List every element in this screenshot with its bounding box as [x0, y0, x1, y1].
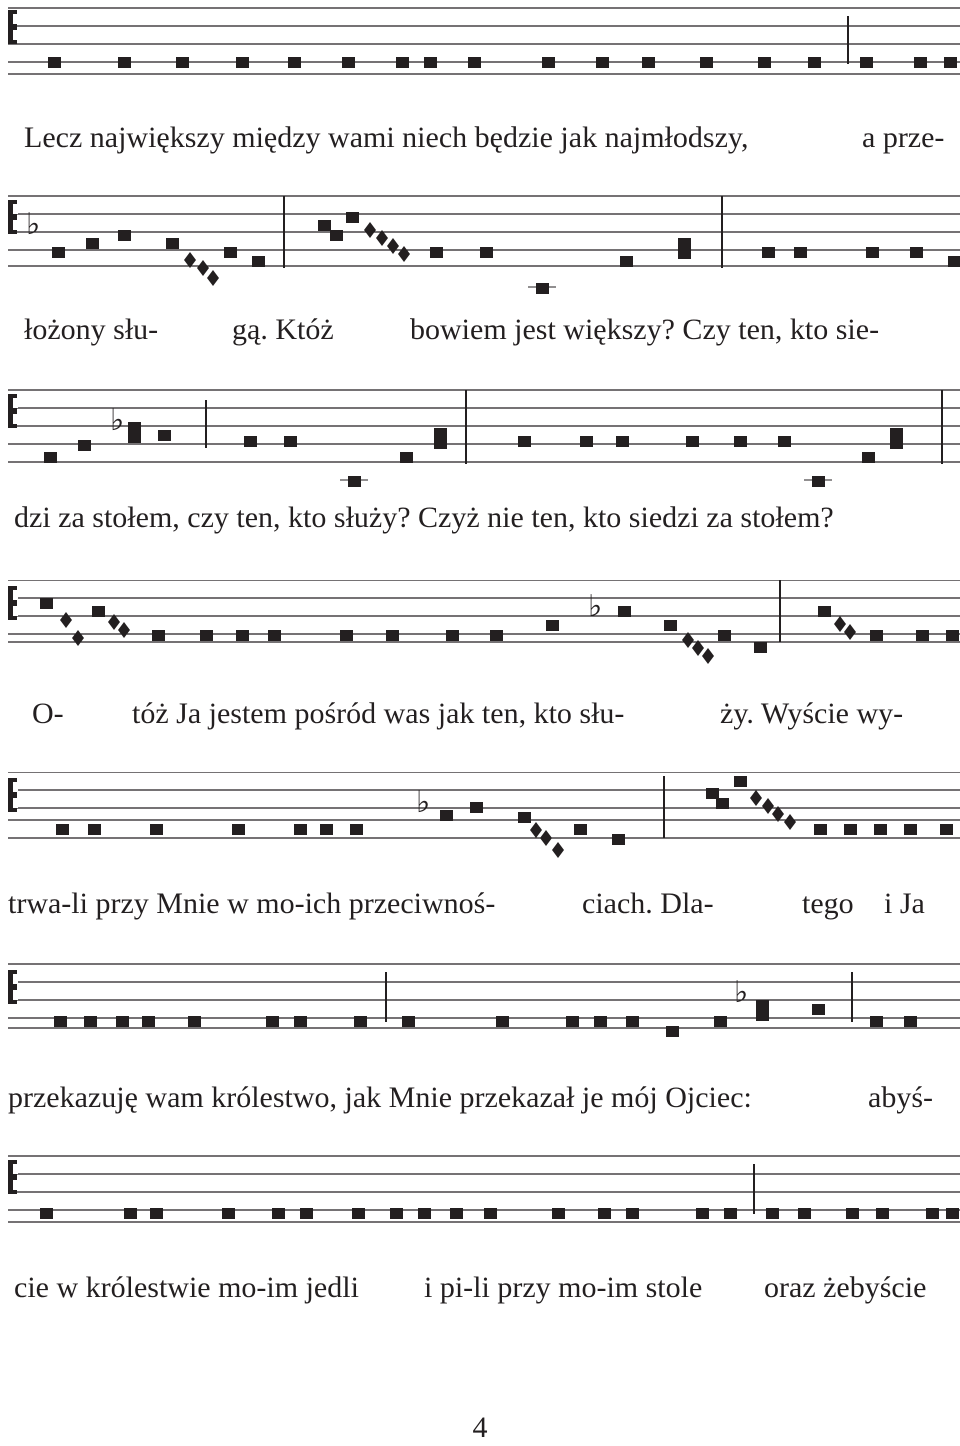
- lyric-syllable: gą. Któż: [232, 313, 334, 346]
- lyric-syllable: bowiem jest większy? Czy ten, kto sie-: [410, 313, 880, 346]
- notes: [40, 598, 959, 664]
- c-clef-icon: [8, 1160, 18, 1194]
- lyric-syllable: oraz żebyście: [764, 1271, 927, 1304]
- lyric-syllable: dzi za stołem, czy ten, kto służy? Czyż nie ten, kto siedzi za stołem?: [14, 501, 834, 534]
- staff-1: [0, 0, 960, 110]
- lyric-line-3: [0, 498, 960, 538]
- staff-5: [0, 772, 960, 882]
- lyric-line-7: [0, 1268, 960, 1308]
- flat-icon: ♭: [416, 786, 431, 819]
- lyric-syllable: tego: [802, 887, 854, 920]
- staff-7: [0, 1152, 960, 1262]
- lyric-syllable: przekazuję wam królestwo, jak Mnie przekazał je mój Ojciec:: [8, 1081, 752, 1114]
- notes: [44, 422, 903, 487]
- staff-4: [0, 580, 960, 690]
- lyric-syllable: O-: [32, 697, 64, 730]
- lyric-line-6: [0, 1078, 960, 1118]
- lyric-line-5: [0, 884, 960, 924]
- lyric-syllable: abyś-: [868, 1081, 933, 1114]
- flat-icon: ♭: [588, 590, 603, 623]
- flat-icon: ♭: [110, 404, 125, 437]
- lyric-syllable: ży. Wyście wy-: [720, 697, 904, 730]
- staff-2: [0, 190, 960, 300]
- c-clef-icon: [8, 200, 18, 234]
- lyric-syllable: trwa-li przy Mnie w mo-ich przeciwnoś-: [8, 887, 496, 920]
- staff-6: [0, 962, 960, 1072]
- lyric-syllable: tóż Ja jestem pośród was jak ten, kto słu-: [132, 697, 625, 730]
- lyric-syllable: łożony słu-: [24, 313, 159, 346]
- lyric-syllable: ciach. Dla-: [582, 887, 714, 920]
- lyric-syllable: cie w królestwie mo-im jedli: [14, 1271, 359, 1304]
- lyric-syllable: Lecz największy między wami niech będzie jak najmłodszy,: [24, 121, 749, 154]
- notes: [52, 212, 960, 294]
- c-clef-icon: [8, 778, 18, 812]
- c-clef-icon: [8, 970, 18, 1004]
- lyric-line-1: [0, 118, 960, 158]
- c-clef-icon: [8, 586, 18, 620]
- staff-3: [0, 386, 960, 496]
- c-clef-icon: [8, 10, 18, 44]
- c-clef-icon: [8, 394, 18, 428]
- page-number: 4: [472, 1411, 488, 1444]
- notes: [56, 776, 953, 858]
- lyric-syllable: a prze-: [862, 121, 945, 154]
- lyric-syllable: i Ja: [884, 887, 925, 920]
- lyric-syllable: i pi-li przy mo-im stole: [424, 1271, 703, 1304]
- lyric-line-2: [0, 310, 960, 350]
- flat-icon: ♭: [734, 976, 749, 1009]
- lyric-line-4: [0, 694, 960, 734]
- flat-icon: ♭: [26, 208, 41, 241]
